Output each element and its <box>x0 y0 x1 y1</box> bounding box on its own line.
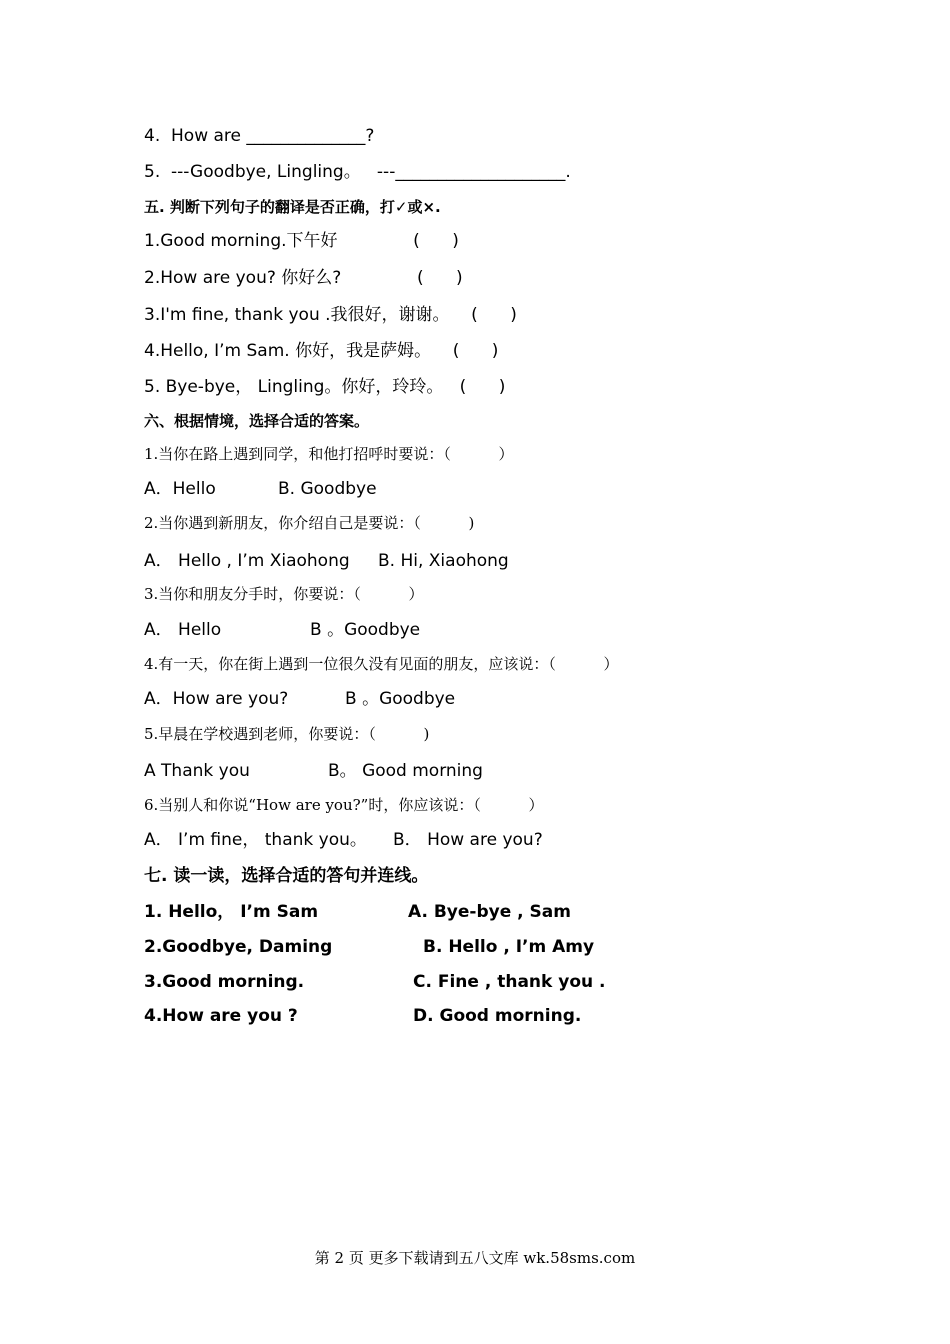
section6-option-6a: A． I’m fine， thank you。 <box>144 830 367 850</box>
page-footer: 第 2 页 更多下载请到五八文库 wk.58sms.com <box>314 1249 636 1267</box>
fill-blank-q4: 4. How are ______________? <box>144 126 375 146</box>
section6-option-2a: A． Hello , I’m Xiaohong <box>144 551 350 571</box>
section6-title: 六、根据情境，选择合适的答案。 <box>144 412 370 430</box>
fill-blank-q5: 5. ---Goodbye, Lingling。 ---____________________. <box>144 162 571 182</box>
section5-item-4: 4.Hello, I’m Sam. 你好，我是萨姆。 ( ) <box>144 341 499 361</box>
section6-option-5a: A Thank you <box>144 761 250 781</box>
section6-option-4b: B 。Goodbye <box>345 689 456 709</box>
section7-left-3: 3.Good morning. <box>144 972 305 992</box>
section6-option-3b: B 。Goodbye <box>310 620 421 640</box>
section7-left-4: 4.How are you ? <box>144 1006 298 1026</box>
section6-option-4a: A．How are you? <box>144 689 289 709</box>
section6-question-3: 3.当你和朋友分手时，你要说：（ ） <box>144 585 424 603</box>
section6-question-5: 5.早晨在学校遇到老师，你要说：（ ) <box>144 725 430 743</box>
section5-item-5: 5. Bye-bye， Lingling。你好，玲玲。 ( ) <box>144 377 506 397</box>
section7-title: 七. 读一读，选择合适的答句并连线。 <box>144 866 429 886</box>
section6-option-1a: A．Hello <box>144 479 216 499</box>
section7-right-a: A. Bye-bye , Sam <box>408 902 571 922</box>
section6-option-1b: B. Goodbye <box>278 479 377 499</box>
section6-option-6b: B． How are you? <box>393 830 543 850</box>
section6-question-6: 6.当别人和你说“How are you?”时，你应该说：（ ） <box>144 796 544 814</box>
section6-question-1: 1.当你在路上遇到同学，和他打招呼时要说：（ ） <box>144 445 514 463</box>
section5-item-2: 2.How are you? 你好么? ( ) <box>144 268 463 288</box>
section6-question-2: 2.当你遇到新朋友，你介绍自己是要说：（ ) <box>144 514 475 532</box>
section6-option-2b: B. Hi, Xiaohong <box>378 551 509 571</box>
section7-right-d: D. Good morning. <box>413 1006 582 1026</box>
section7-left-1: 1. Hello， I’m Sam <box>144 902 319 922</box>
section7-right-b: B. Hello , I’m Amy <box>423 937 595 957</box>
section6-question-4: 4.有一天，你在街上遇到一位很久没有见面的朋友，应该说：（ ） <box>144 655 619 673</box>
section6-option-5b: B。 Good morning <box>328 761 483 781</box>
section6-option-3a: A． Hello <box>144 620 222 640</box>
section5-title: 五. 判断下列句子的翻译是否正确，打✓或×. <box>144 198 441 216</box>
section7-left-2: 2.Goodbye, Daming <box>144 937 333 957</box>
section5-item-3: 3.I'm fine, thank you .我很好，谢谢。 ( ) <box>144 305 517 325</box>
section5-item-1: 1.Good morning.下午好 ( ) <box>144 231 459 251</box>
section7-right-c: C. Fine , thank you . <box>413 972 606 992</box>
